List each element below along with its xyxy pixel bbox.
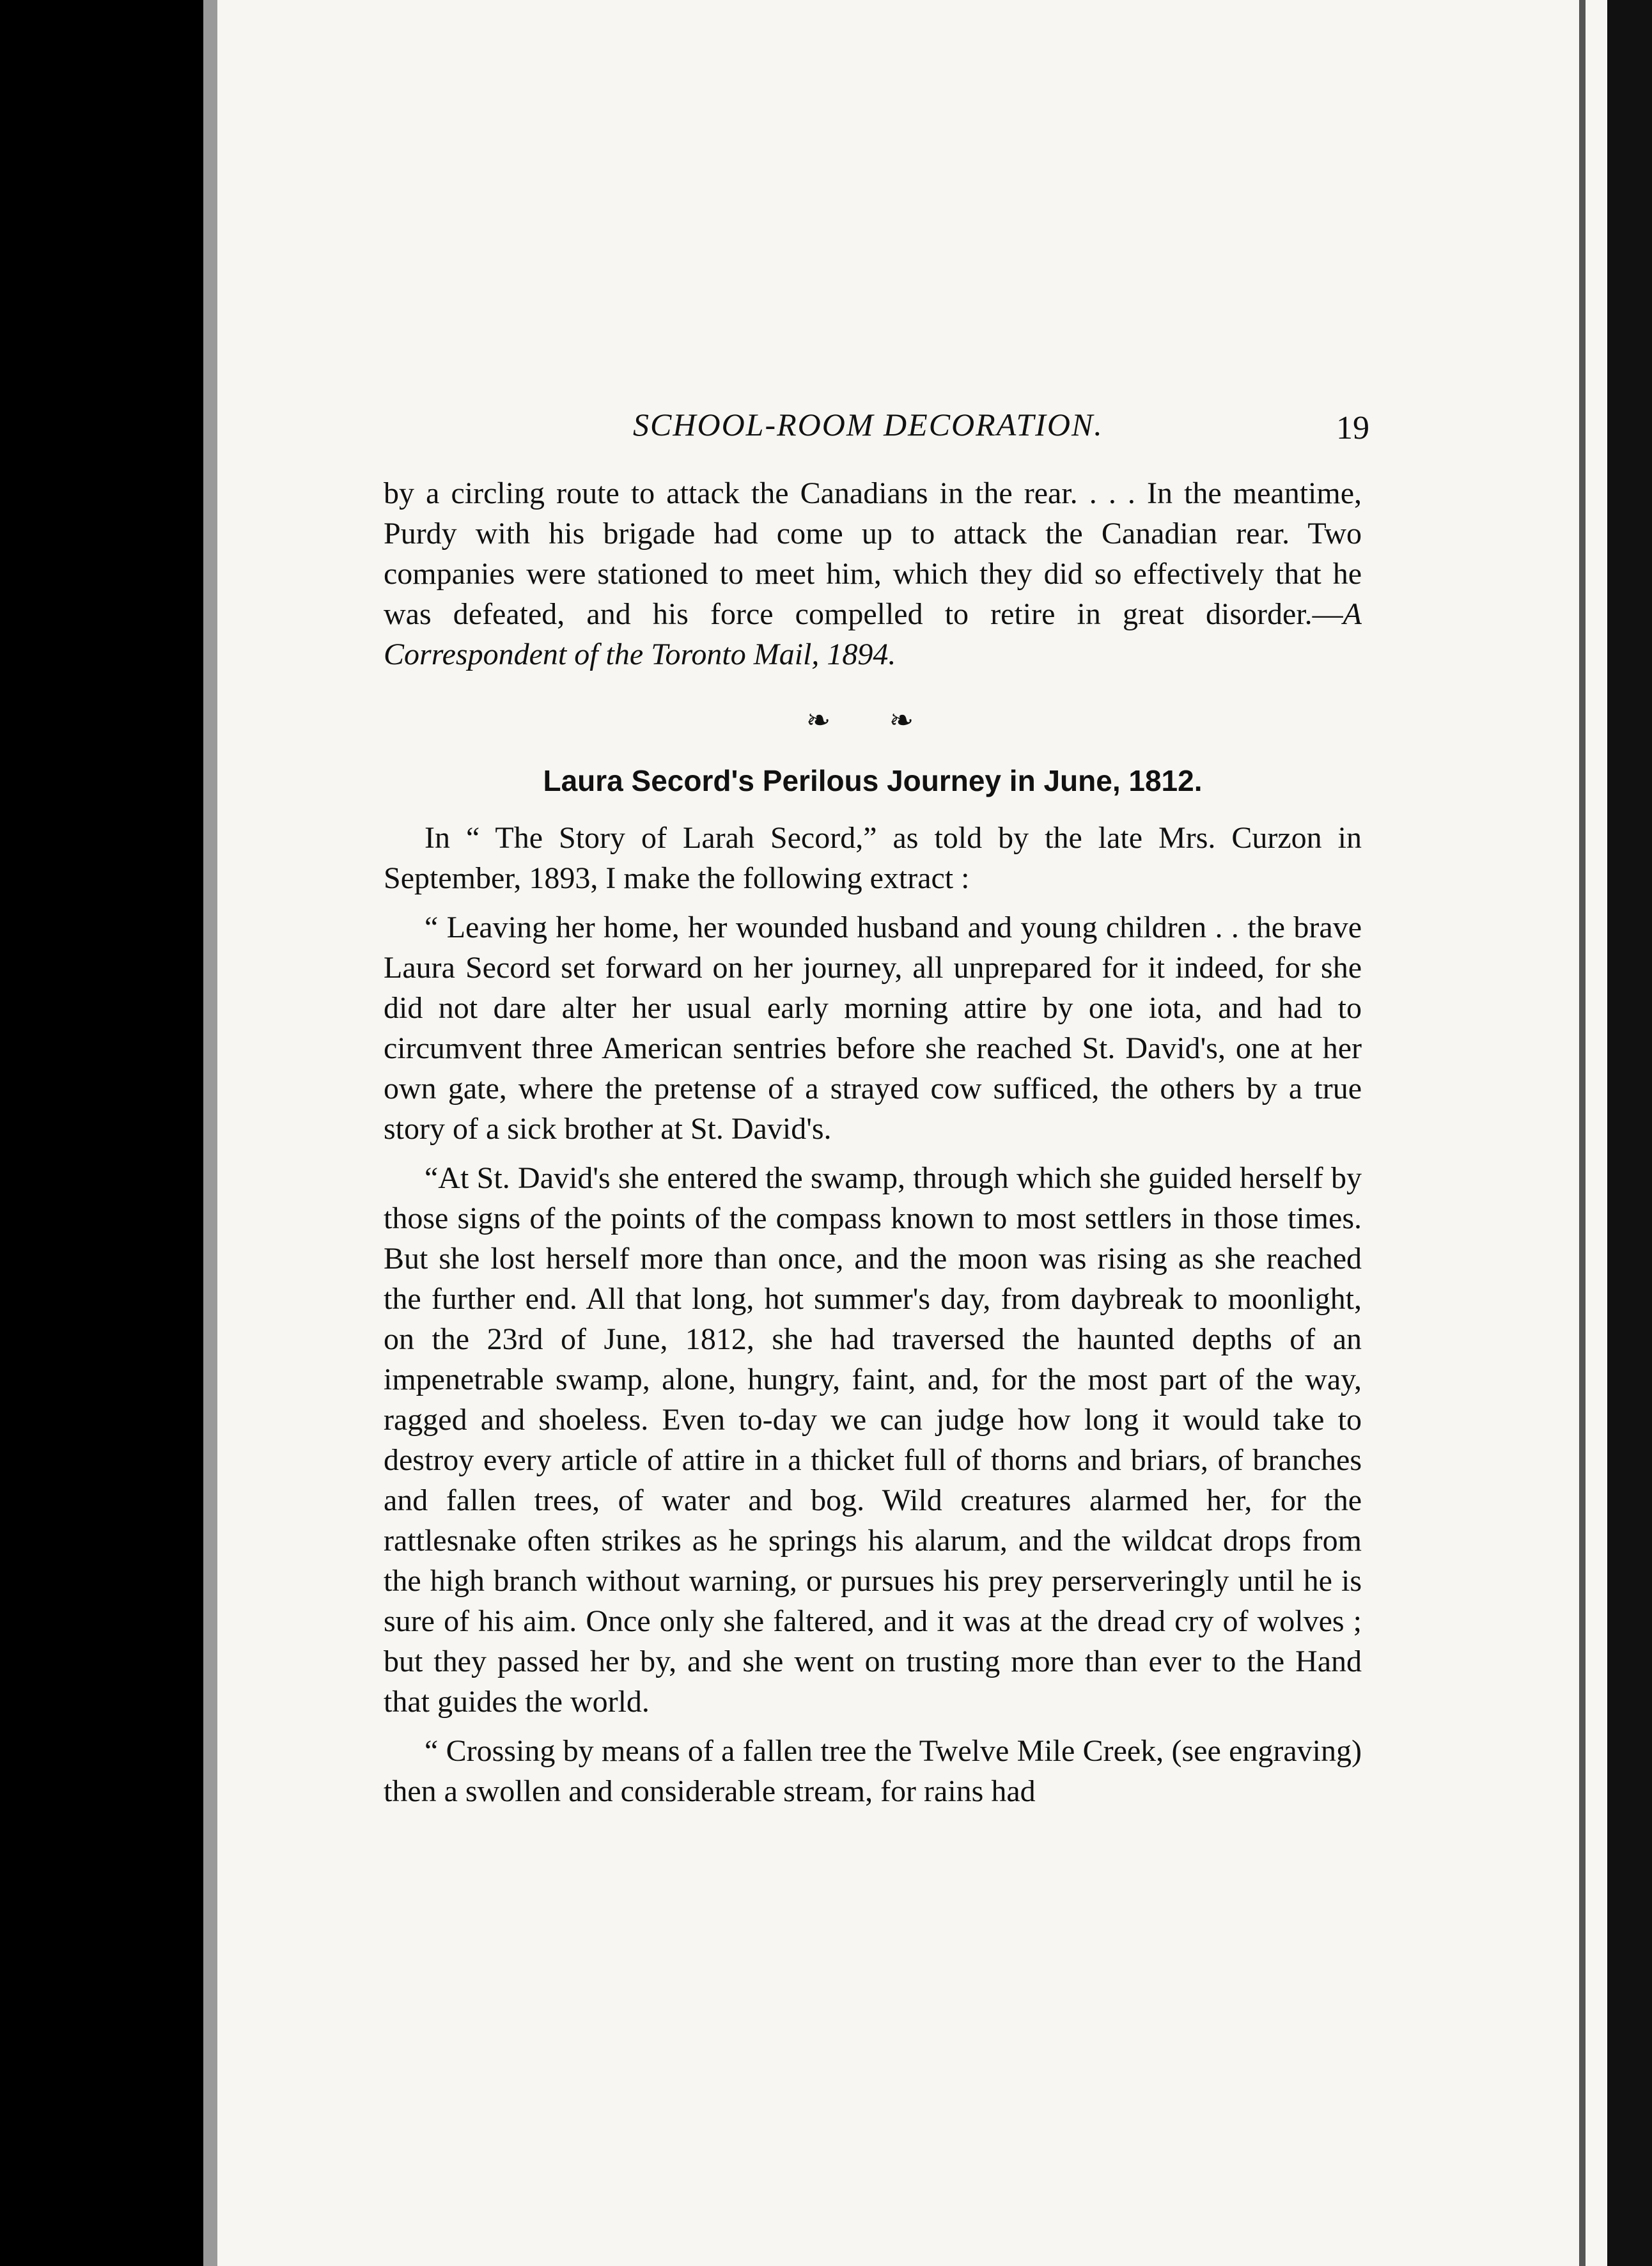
running-title: SCHOOL-ROOM DECORATION. [633, 407, 1103, 442]
paragraph-quote-1: “ Leaving her home, her wounded husband and young children . . the brave Laura Secord set forward on her journey, all unprepared for it indeed, for she did not dare alter her usual early morning attire by one iota, and had to circumvent three American sentries before she reached St. David's, one at her own gate, where the pretense of a strayed cow sufficed, the others by a true story of a sick brother at St. David's. [384, 910, 1362, 1146]
binding-shadow [203, 0, 217, 2266]
scan-border-right [1607, 0, 1652, 2266]
ornament-divider: ❧ ❧ [806, 704, 940, 737]
paragraph-quote-2: “At St. David's she entered the swamp, through which she guided herself by those signs of the points of the compass known to most settlers in those times. But she lost herself more than once, and the moon was rising as she reached the further end. All that long, hot summer's day, from daybreak to moonlight, on the 23rd of June, 1812, she had traversed the haunted depths of an impenetrable swamp, alone, hungry, faint, and, for the most part of the way, ragged and shoeless. Even to-day we can judge how long it would take to destroy every article of attire in a thicket full of thorns and briars, of branches and fallen trees, of water and bog. Wild creatures alarmed her, for the rattlesnake often strikes as he springs his alarum, and the wildcat drops from the high branch without warning, or pursues his prey perserveringly until he is sure of his aim. Once only she faltered, and it was at the dread cry of wolves ; but they passed her by, and she went on trusting more than ever to the Hand that guides the world. [384, 1161, 1362, 1719]
citation: A Correspondent of the Toronto Mail, 1894. [384, 597, 1362, 671]
section-heading: Laura Secord's Perilous Journey in June, 1812. [543, 764, 1203, 797]
page-number: 19 [1336, 410, 1369, 446]
paragraph-text: by a circling route to attack the Canadians in the rear. . . . In the meantime, Purdy with his brigade had come up to attack the Canadian rear. Two companies were stationed to meet him, which they did so effectively that he was defeated, and his force compelled to retire in great disorder.— [384, 476, 1362, 631]
page-edge-line [1579, 0, 1586, 2266]
paragraph-continuation [384, 473, 1362, 675]
body-text [384, 473, 1362, 1811]
paragraph-quote-3: “ Crossing by means of a fallen tree the Twelve Mile Creek, (see engraving) then a swollen and considerable stream, for rains had [384, 1734, 1362, 1808]
paragraph-intro: In “ The Story of Larah Secord,” as told by the late Mrs. Curzon in September, 1893, I make the following extract : [384, 821, 1362, 895]
